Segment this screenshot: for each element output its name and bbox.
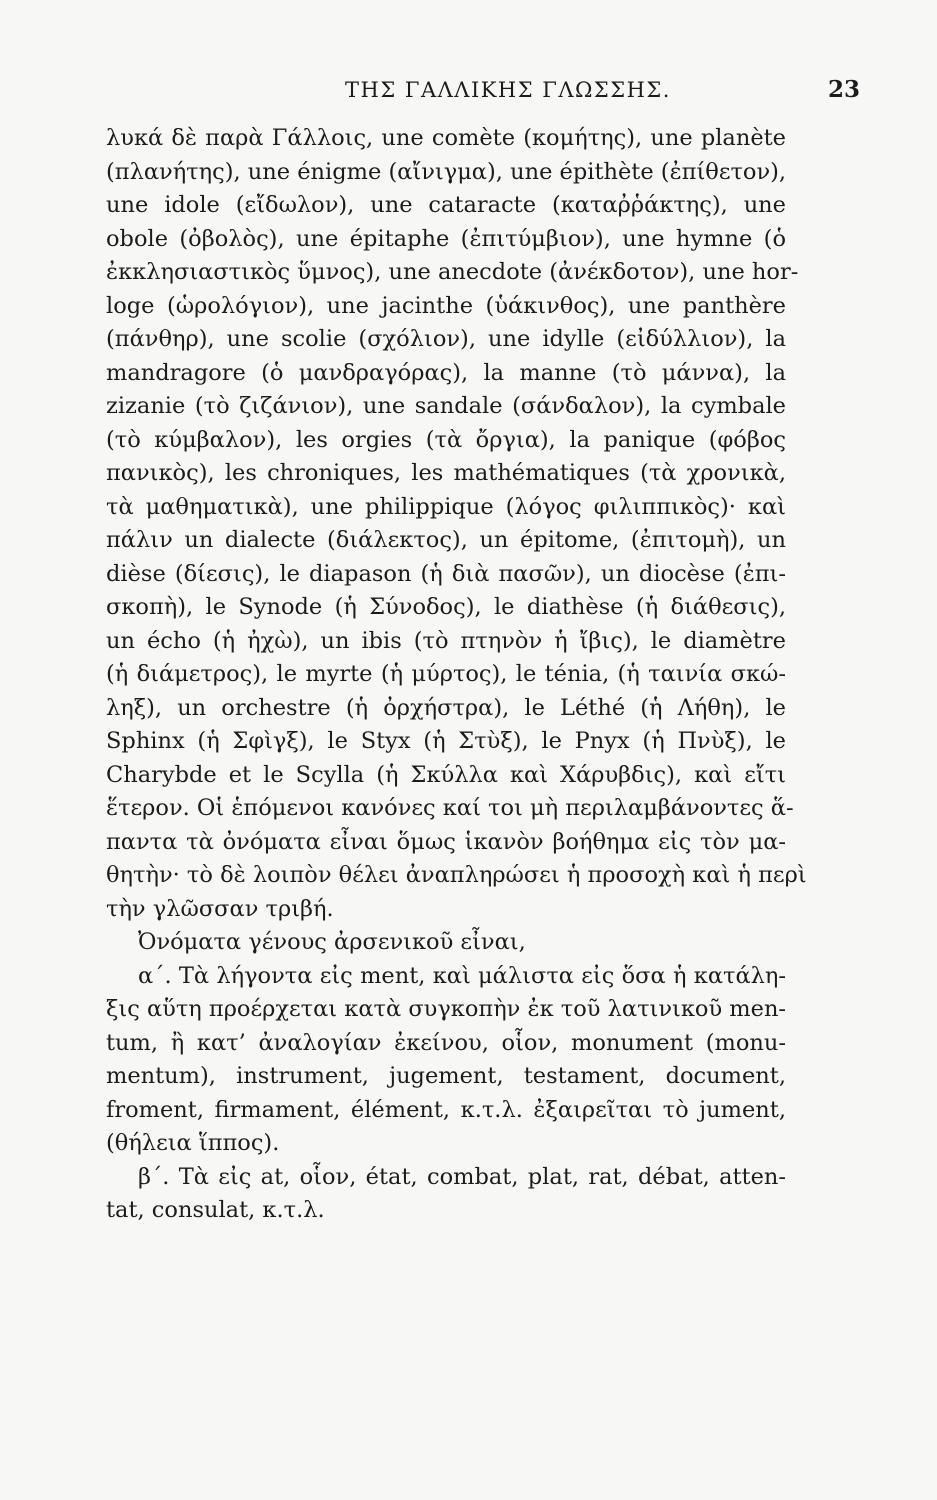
running-title: ΤΗΣ ΓΑΛΛΙΚΗΣ ΓΛΩΣΣΗΣ. [345, 78, 671, 102]
text-line: πανικὸς), les chroniques, les mathématiques (τὰ χρονικὰ, [106, 460, 786, 486]
text-line: zizanie (τὸ ζιζάνιον), une sandale (σάνδαλον), la cymbale [106, 393, 786, 419]
text-line: Sphinx (ἡ Σφὶγξ), le Styx (ἡ Στὺξ), le Pnyx (ἡ Πνὺξ), le [106, 728, 786, 754]
text-line: (πλανήτης), une énigme (αἴνιγμα), une épithète (ἐπίθετον), [106, 158, 787, 185]
text-line: α΄. Τὰ λήγοντα εἰς ment, καὶ μάλιστα εἰς ὅσα ἡ κατάλη- [138, 962, 786, 989]
text-line: τὴν γλῶσσαν τριβή. [106, 895, 334, 922]
text-line: πάλιν un dialecte (διάλεκτος), un épitome, (ἐπιτομὴ), un [106, 527, 786, 553]
text-line: (ἡ διάμετρος), le myrte (ἡ μύρτος), le ténia, (ἡ ταινία σκώ- [106, 661, 786, 687]
text-line: dièse (δίεσις), le diapason (ἡ διὰ πασῶν), un diocèse (ἐπι- [106, 560, 786, 587]
body-text [106, 122, 807, 1228]
text-line: θητὴν· τὸ δὲ λοιπὸν θέλει ἀναπληρώσει ἡ προσοχὴ καὶ ἡ περὶ [106, 862, 807, 888]
text-line: tat, consulat, κ.τ.λ. [106, 1197, 325, 1223]
text-line: παντα τὰ ὀνόματα εἶναι ὅμως ἱκανὸν βοήθημα εἰς τὸν μα- [106, 828, 786, 855]
text-line: λυκά δὲ παρὰ Γάλλοις, une comète (κομήτης), une planète [106, 125, 786, 151]
text-line: ληξ), un orchestre (ἡ ὀρχήστρα), le Léthé (ἡ Λήθη), le [106, 694, 786, 721]
text-line: (τὸ κύμβαλον), les orgies (τὰ ὄργια), la panique (φόβος [106, 426, 786, 453]
text-line: ἐκκλησιαστικὸς ὕμνος), une anecdote (ἀνέκδοτον), une hor- [106, 259, 799, 285]
text-line: (θήλεια ἵππος). [106, 1130, 280, 1156]
text-line: ξις αὕτη προέρχεται κατὰ συγκοπὴν ἐκ τοῦ λατινικοῦ men- [106, 996, 787, 1022]
text-line: β΄. Τὰ εἰς at, οἷον, état, combat, plat, rat, débat, atten- [138, 1163, 786, 1190]
text-line: tum, ἢ κατ’ ἀναλογίαν ἐκείνου, οἷον, monument (monu- [106, 1029, 786, 1056]
text-line: un écho (ἡ ἠχὼ), un ibis (τὸ πτηνὸν ἡ ἴβις), le diamètre [106, 627, 786, 654]
section-heading: Ὀνόματα γένους ἀρσενικοῦ εἶναι, [138, 929, 526, 955]
text-line: loge (ὡρολόγιον), une jacinthe (ὑάκινθος), une panthère [106, 292, 786, 319]
text-line: mentum), instrument, jugement, testament, document, [106, 1063, 786, 1089]
text-line: (πάνθηρ), une scolie (σχόλιον), une idylle (εἰδύλλιον), la [106, 326, 786, 352]
text-line: mandragore (ὁ μανδραγόρας), la manne (τὸ μάννα), la [106, 359, 787, 386]
text-line: obole (ὀβολὸς), une épitaphe (ἐπιτύμβιον), une hymne (ὁ [106, 225, 786, 252]
text-line: froment, firmament, élément, κ.τ.λ. ἐξαιρεῖται τὸ jument, [106, 1096, 786, 1123]
text-line: Charybde et le Scylla (ἡ Σκύλλα καὶ Χάρυβδις), καὶ εἴτι [106, 761, 786, 788]
running-head [108, 74, 908, 106]
page-number: 23 [827, 76, 860, 103]
text-line: ἕτερον. Οἱ ἑπόμενοι κανόνες καί τοι μὴ περιλαμβάνοντες ἅ- [106, 795, 794, 821]
text-line: σκοπὴ), le Synode (ἡ Σύνοδος), le diathèse (ἡ διάθεσις), [106, 594, 786, 620]
text-line: τὰ μαθηματικὰ), une philippique (λόγος φιλιππικὸς)· καὶ [106, 493, 786, 520]
text-line: une idole (εἴδωλον), une cataracte (καταῤῥάκτης), une [106, 192, 786, 218]
